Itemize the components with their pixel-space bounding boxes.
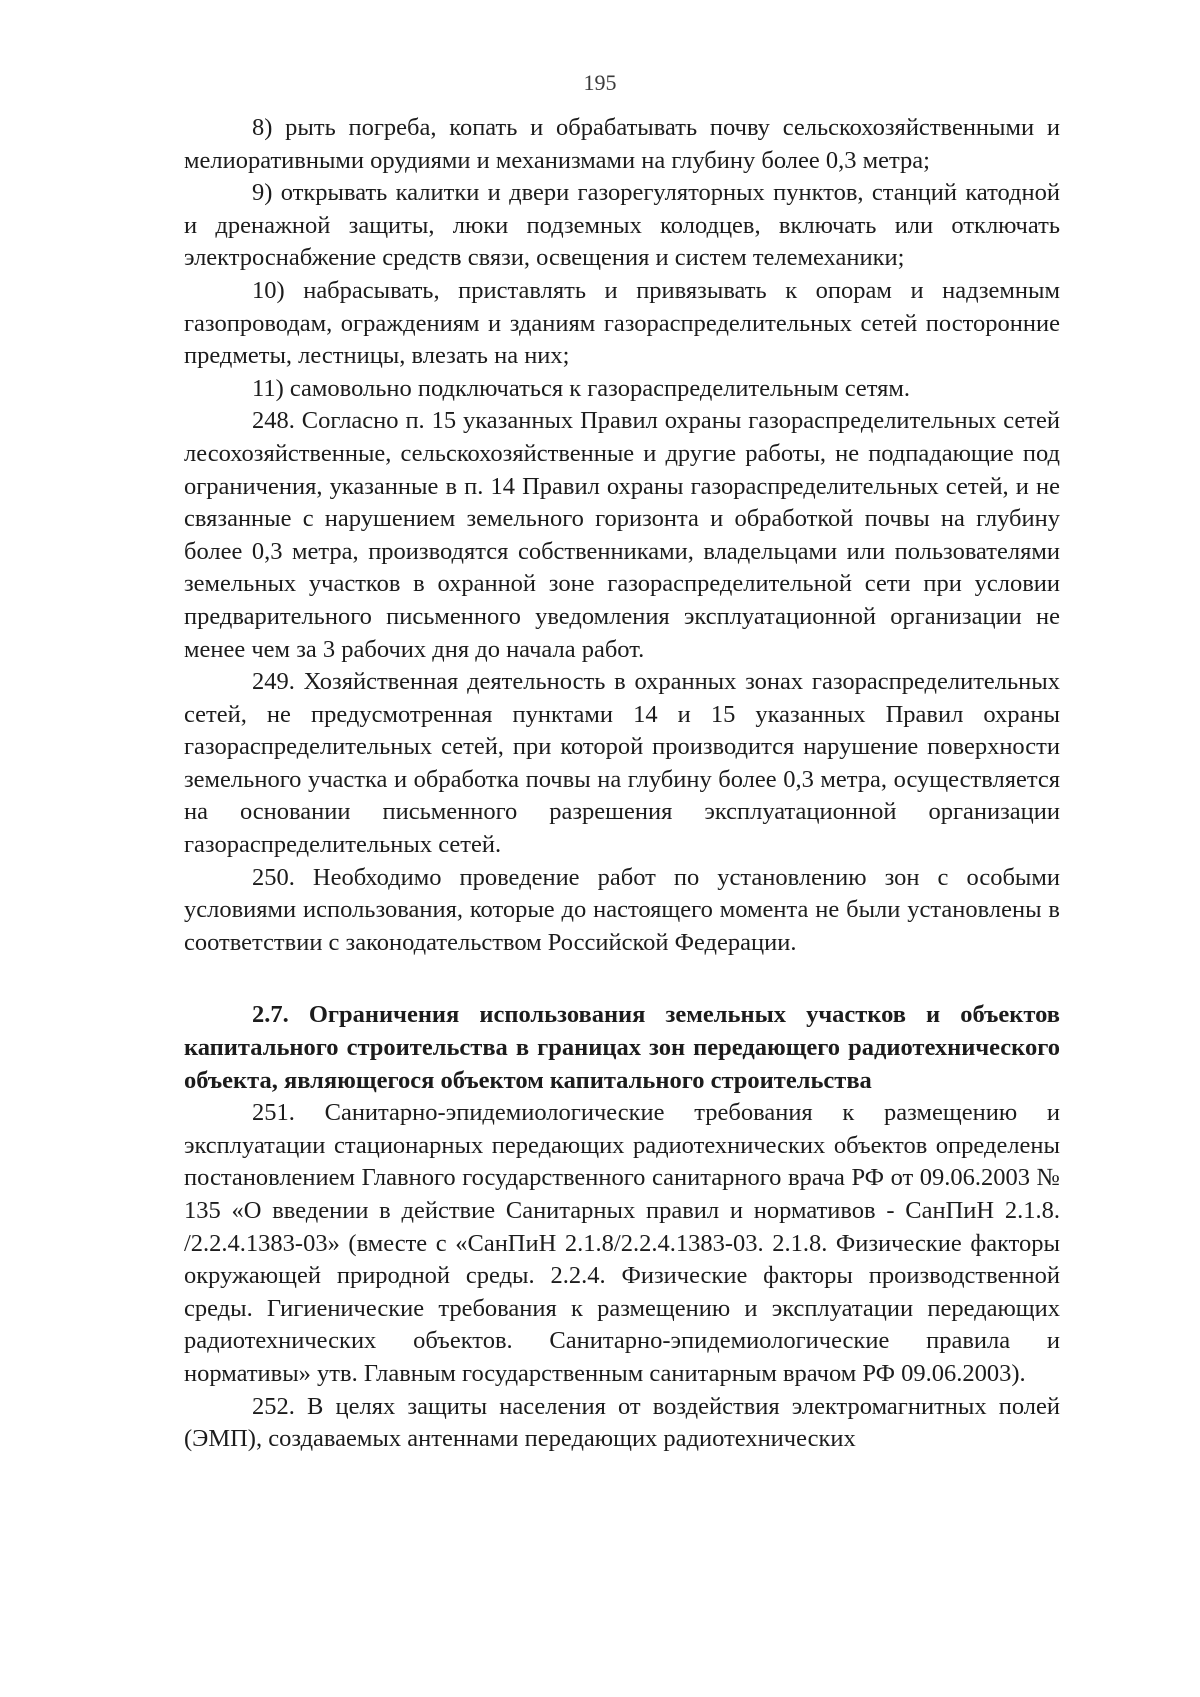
page-content (184, 112, 1060, 1456)
paragraph-251: 251. Санитарно-эпидемиологические требования к размещению и эксплуатации стационарных передающих радиотехнических объектов определены постановлением Главного государственного санитарного врача РФ от 09.06.2003 № 135 «О введении в действие Санитарных правил и нормативов - СанПиН 2.1.8. /2.2.4.1383-03» (вместе с «СанПиН 2.1.8/2.2.4.1383-03. 2.1.8. Физические факторы окружающей природной среды. 2.2.4. Физические факторы производственной среды. Гигиенические требования к размещению и эксплуатации передающих радиотехнических объектов. Санитарно-эпидемиологические правила и нормативы» утв. Главным государственным санитарным врачом РФ 09.06.2003). (184, 1099, 1060, 1387)
list-item-10: 10) набрасывать, приставлять и привязывать к опорам и надземным газопроводам, ограждениям и зданиям газораспределительных сетей посторонние предметы, лестницы, влезать на них; (184, 276, 1060, 370)
list-item-11: 11) самовольно подключаться к газораспределительным сетям. (252, 374, 911, 402)
list-item-8: 8) рыть погреба, копать и обрабатывать почву сельскохозяйственными и мелиоративными орудиями и механизмами на глубину более 0,3 метра; (184, 114, 1060, 174)
page-number: 195 (583, 70, 617, 95)
paragraph-249: 249. Хозяйственная деятельность в охранных зонах газораспределительных сетей, не предусмотренная пунктами 14 и 15 указанных Правил охраны газораспределительных сетей, при которой производится нарушение поверхности земельного участка и обработка почвы на глубину более 0,3 метра, осуществляется на основании письменного разрешения эксплуатационной организации газораспределительных сетей. (184, 668, 1060, 859)
paragraph-248: 248. Согласно п. 15 указанных Правил охраны газораспределительных сетей лесохозяйственные, сельскохозяйственные и другие работы, не подпадающие под ограничения, указанные в п. 14 Правил охраны газораспределительных сетей, и не связанные с нарушением земельного горизонта и обработкой почвы на глубину более 0,3 метра, производятся собственниками, владельцами или пользователями земельных участков в охранной зоне газораспределительной сети при условии предварительного письменного уведомления эксплуатационной организации не менее чем за 3 рабочих дня до начала работ. (184, 407, 1060, 663)
paragraph-250: 250. Необходимо проведение работ по установлению зон с особыми условиями использования, которые до настоящего момента не были установлены в соответствии с законодательством Российской Федерации. (184, 863, 1060, 956)
list-item-9: 9) открывать калитки и двери газорегуляторных пунктов, станций катодной и дренажной защиты, люки подземных колодцев, включать или отключать электроснабжение средств связи, освещения и систем телемеханики; (184, 179, 1060, 272)
paragraph-252: 252. В целях защиты населения от воздействия электромагнитных полей (ЭМП), создаваемых антеннами передающих радиотехнических (184, 1392, 1060, 1453)
section-heading: 2.7. Ограничения использования земельных участков и объектов капитального строительства в границах зон передающего радиотехнического объекта, являющегося объектом капитального строительства (184, 1001, 1060, 1094)
